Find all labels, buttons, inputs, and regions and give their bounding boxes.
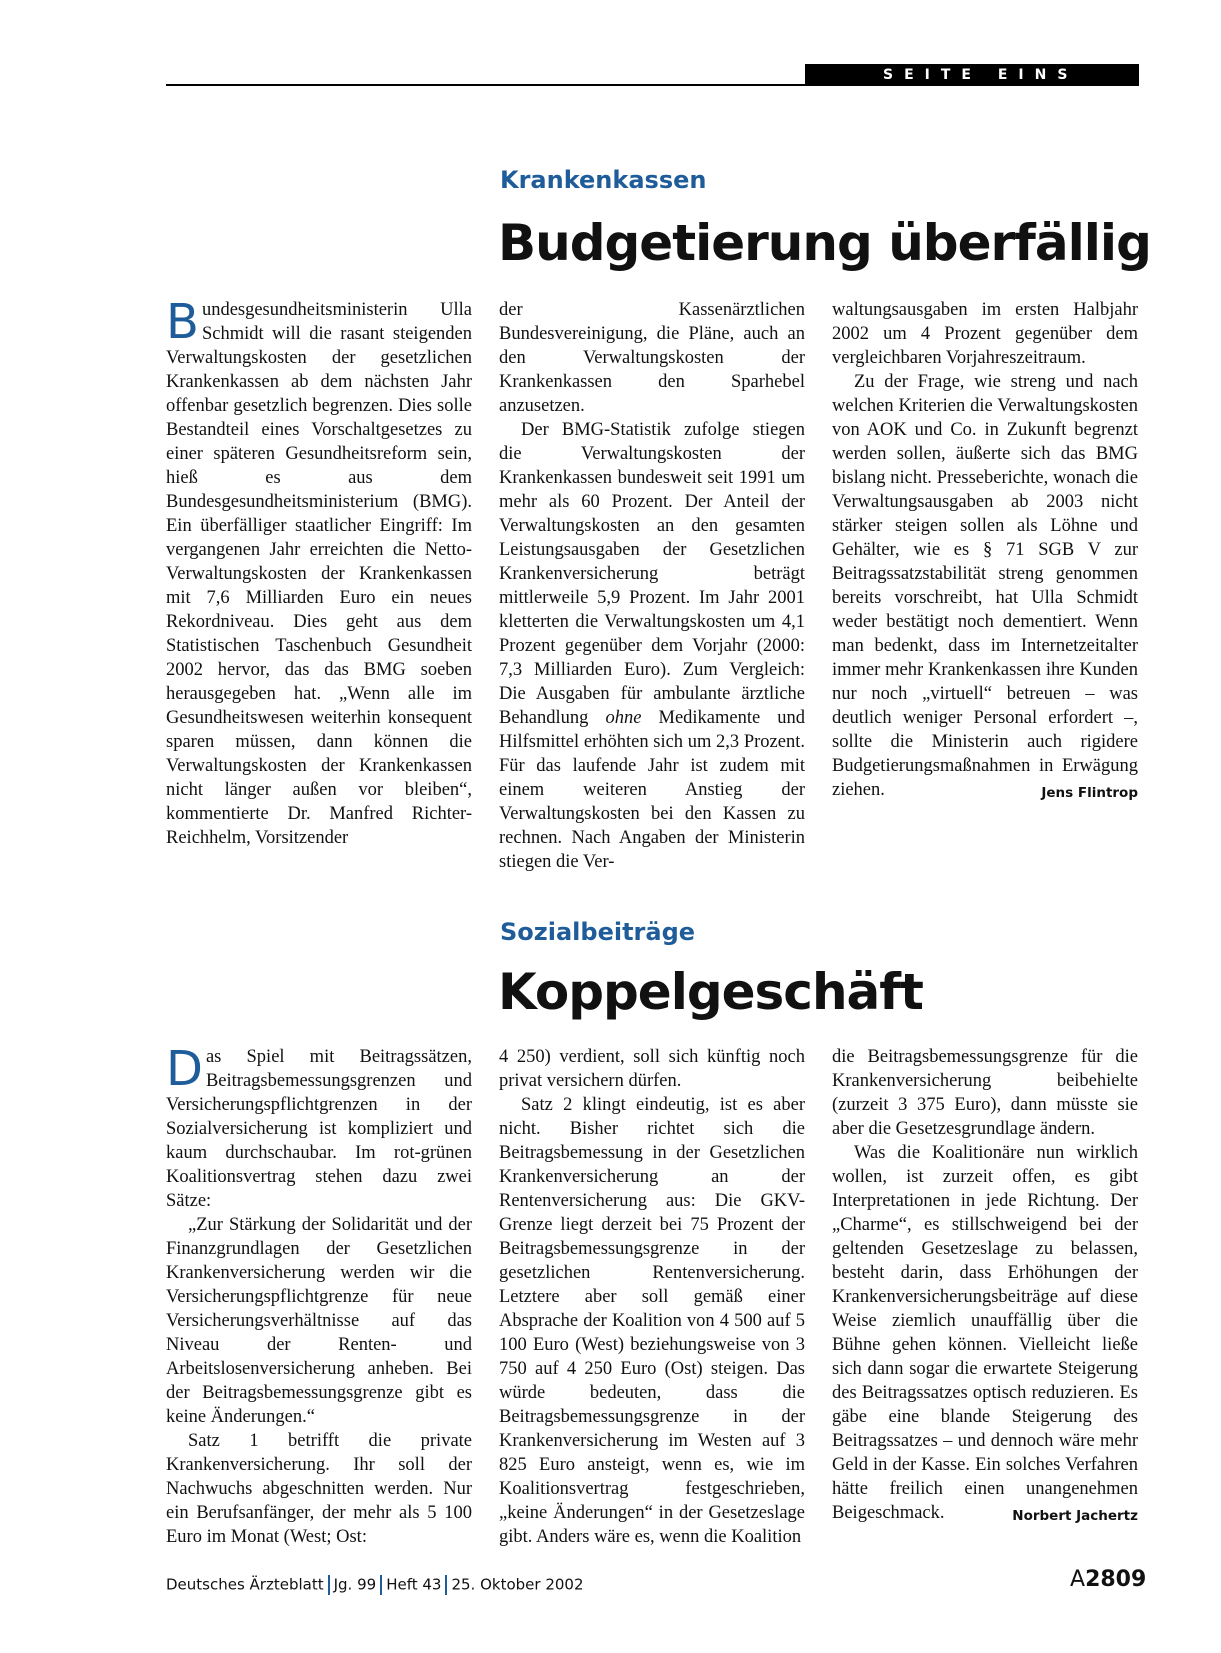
article1-col2-emphasis: ohne [605,708,642,728]
page-number [1070,1567,1146,1592]
article2-col3-text: Was die Koalitionäre nun wirklich wollen, ist zurzeit offen, es gibt Interpretationen in jede Richtung. Der „Charme“, es stillschweigend bei der geltenden Gesetzeslage zu belassen, besteht darin, dass Erhöhungen der Krankenversicherungsbeiträge auf diese Weise ziemlich unauffällig über die Bühne gehen können. Vielleicht ließe sich dann sogar die erwartete Steigerung des Beitragssatzes optisch reduzieren. Es gäbe eine blande Steigerung des Beitragssatzes – und dennoch wäre mehr Geld in der Kasse. Ein solches Verfahren hätte freilich einen unangenehmen Beigeschmack. [832,1143,1138,1523]
article2-column-2 [499,1045,805,1549]
article1-dropcap: B [166,294,199,350]
section-label: SEITE EINS [805,64,1139,86]
footer-date: 25. Oktober 2002 [451,1575,584,1594]
footer-separator [445,1575,447,1595]
footer-issue: Heft 43 [386,1575,442,1594]
article2-col2-paragraph-1: 4 250) verdient, soll sich künftig noch privat versichern dürfen. [499,1047,805,1091]
footer-volume: Jg. 99 [333,1575,377,1594]
article1-col3-text: Zu der Frage, wie streng und nach welchen Kriterien die Verwaltungskosten von AOK und Co. in Zukunft begrenzt werden sollen, äußerte sich das BMG bislang nicht. Presseberichte, wonach die Verwaltungsausgaben ab 2003 nicht stärker steigen sollen als Löhne und Gehälter, wie es § 71 SGB V zur Beitragssatzstabilität streng genommen bereits vorschreibt, hat Ulla Schmidt weder bestätigt noch dementiert. Wenn man bedenkt, dass im Internetzeitalter immer mehr Krankenkassen ihre Kunden nur noch „virtuell“ betreuen – was deutlich weniger Personal erfordert –, sollte die Ministerin auch rigidere Budgetierungsmaßnahmen in Erwägung ziehen. [832,372,1138,800]
page-number-value: 2809 [1085,1567,1147,1592]
article2-col3-paragraph-1: die Beitragsbemessungsgrenze für die Krankenversicherung beibehielte (zurzeit 3 375 Euro), dann müsste sie aber die Gesetzesgrundlage ändern. [832,1047,1138,1139]
article2-col3-paragraph-2 [832,1141,1138,1525]
article2-headline: Koppelgeschäft [498,963,923,1021]
page-prefix: A [1070,1567,1086,1592]
article1-col2-paragraph-1: der Kassenärztlichen Bundesvereinigung, die Pläne, auch an den Verwaltungskosten der Krankenkassen den Sparhebel anzusetzen. [499,300,805,416]
article1-column-2 [499,298,805,874]
article2-col1-text: as Spiel mit Beitragssätzen, Beitragsbemessungsgrenzen und Versicherungspflichtgrenzen in der Sozialversicherung ist kompliziert und kaum durchschaubar. Im rot-grünen Koalitionsvertrag stehen dazu zwei Sätze: [166,1047,472,1211]
footer-separator [328,1575,330,1595]
article1-col3-paragraph-2 [832,370,1138,802]
article2-col1-paragraph-1 [166,1041,472,1213]
article1-col2-paragraph-2 [499,418,805,874]
article2-col1-paragraph-3: Satz 1 betrifft die private Krankenversicherung. Ihr soll der Nachwuchs abgeschnitten werden. Nur ein Berufsanfänger, der mehr als 5 100 Euro im Monat (West; Ost: [166,1431,472,1547]
footer-separator [380,1575,382,1595]
article1-headline: Budgetierung überfällig [498,214,1151,272]
article2-author: Norbert Jachertz [1012,1508,1138,1524]
article1-column-3 [832,298,1138,805]
article1-column-1 [166,294,472,850]
article1-kicker: Krankenkassen [500,166,707,194]
footer-citation [166,1575,584,1595]
article1-col1-paragraph [166,294,472,850]
footer-journal: Deutsches Ärzteblatt [166,1575,324,1594]
article1-author: Jens Flintrop [1041,785,1138,801]
article2-col1-paragraph-2: „Zur Stärkung der Solidarität und der Finanzgrundlagen der Gesetzlichen Krankenversicherung werden wir die Versicherungspflichtgrenze für neue Versicherungsverhältnisse auf das Niveau der Renten- und Arbeitslosenversicherung anheben. Bei der Beitragsbemessungsgrenze gibt es keine Änderungen.“ [166,1215,472,1427]
article1-col2-text-b: Medikamente und Hilfsmittel erhöhten sich um 2,3 Prozent. Für das laufende Jahr ist zudem mit einem weiteren Anstieg der Verwaltungskosten bei den Kassen zu rechnen. Nach Angaben der Ministerin stiegen die Ver- [499,708,806,872]
article1-col3-paragraph-1: waltungsausgaben im ersten Halbjahr 2002 um 4 Prozent gegenüber dem vergleichbaren Vorjahreszeitraum. [832,300,1138,368]
article2-col2-paragraph-2: Satz 2 klingt eindeutig, ist es aber nicht. Bisher richtet sich die Beitragsbemessung in der Gesetzlichen Krankenversicherung an der Rentenversicherung aus: Die GKV-Grenze liegt derzeit bei 75 Prozent der Beitragsbemessungsgrenze in der gesetzlichen Rentenversicherung. Letztere aber soll gemäß einer Absprache der Koalition von 4 500 auf 5 100 Euro (West) beziehungsweise von 3 750 auf 4 250 Euro (Ost) steigen. Das würde bedeuten, dass die Beitragsbemessungsgrenze in der Krankenversicherung im Westen auf 3 825 Euro ansteigt, wenn es, wie im Koalitionsvertrag festgeschrieben, „keine Änderungen“ in der Gesetzeslage gibt. Anders wäre es, wenn die Koalition [499,1095,805,1547]
article2-kicker: Sozialbeiträge [500,918,696,946]
article2-dropcap: D [166,1041,203,1097]
article2-column-3 [832,1045,1138,1528]
article2-column-1 [166,1041,472,1549]
article1-col1-text: undesgesundheitsministerin Ulla Schmidt will die rasant steigenden Verwaltungskosten der gesetzlichen Krankenkassen ab dem nächsten Jahr offenbar gesetzlich begrenzen. Dies solle Bestandteil eines Vorschaltgesetzes zu einer späteren Gesundheitsreform sein, hieß es aus dem Bundesgesundheitsministerium (BMG). Ein überfälliger staatlicher Eingriff: Im vergangenen Jahr erreichten die Netto-Verwaltungskosten der Krankenkassen mit 7,6 Milliarden Euro ein neues Rekordniveau. Dies geht aus dem Statistischen Taschenbuch Gesundheit 2002 hervor, das das BMG soeben herausgegeben hat. „Wenn alle im Gesundheitswesen weiterhin konsequent sparen müssen, dann können die Verwaltungskosten der Krankenkassen nicht länger außen vor bleiben“, kommentierte Dr. Manfred Richter-Reichhelm, Vorsitzender [166,300,472,848]
article1-col2-text-a: Der BMG-Statistik zufolge stiegen die Verwaltungskosten der Krankenkassen bundesweit seit 1991 um mehr als 60 Prozent. Der Anteil der Verwaltungskosten an den gesamten Leistungsausgaben der Gesetzlichen Krankenversicherung beträgt mittlerweile 5,9 Prozent. Im Jahr 2001 kletterten die Verwaltungskosten um 4,1 Prozent gegenüber dem Vorjahr (2000: 7,3 Milliarden Euro). Zum Vergleich: Die Ausgaben für ambulante ärztliche Behandlung [499,420,805,728]
